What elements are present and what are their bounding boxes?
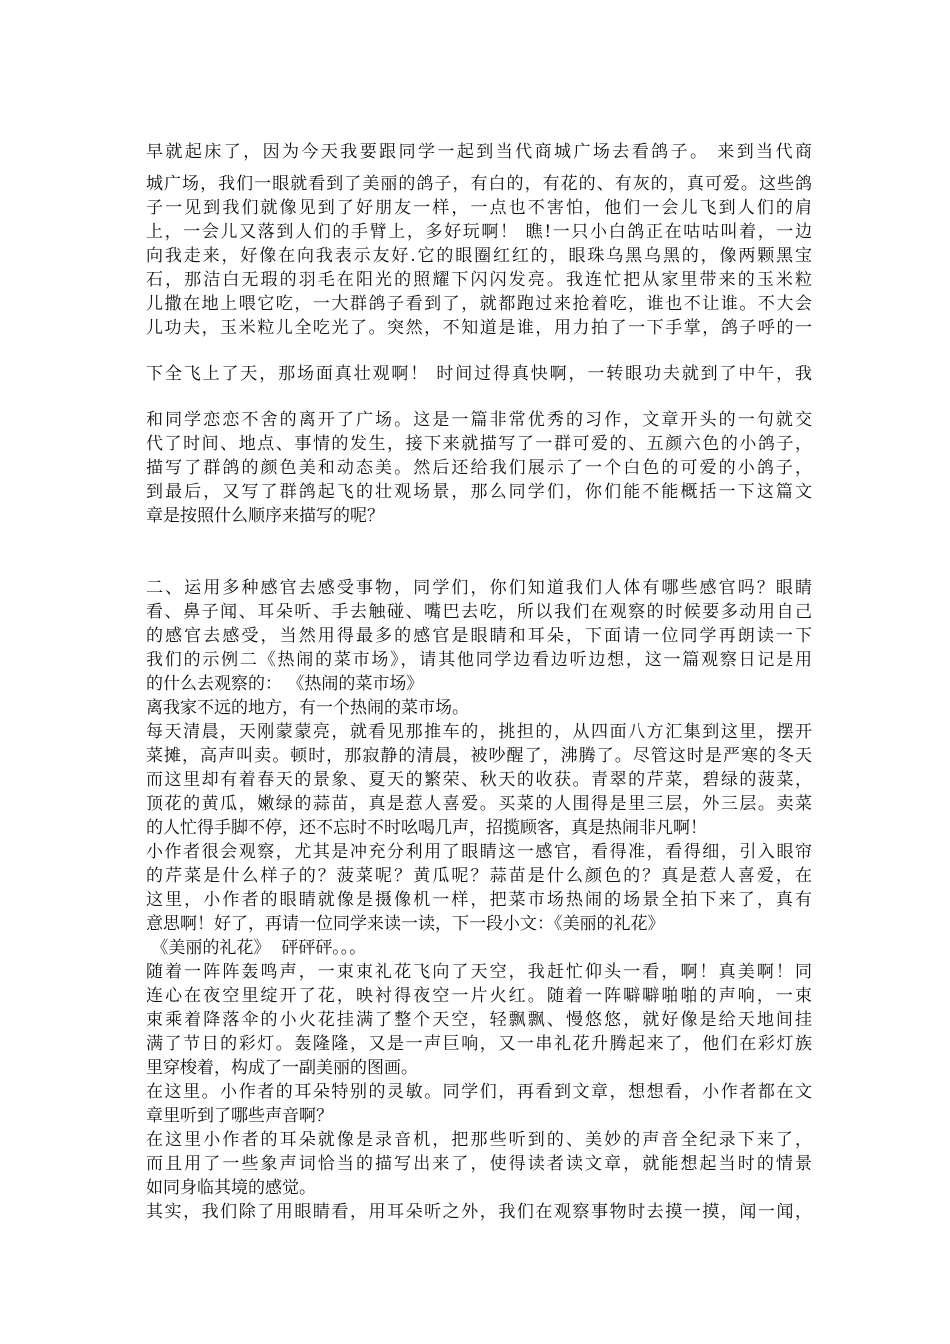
text-line: 满了节日的彩灯。轰隆隆，又是一声巨响，又一串礼花升腾起来了，他们在彩灯族 bbox=[146, 1034, 812, 1054]
text-line: 上，一会儿又落到人们的手臂上，多好玩啊！ 瞧!一只小白鸽正在咕咕叫着，一边 bbox=[146, 222, 812, 242]
text-line: 里穿梭着，构成了一副美丽的图画。 bbox=[146, 1058, 418, 1078]
text-line: 我们的示例二《热闹的菜市场》，请其他同学边看边听边想，这一篇观察日记是用 bbox=[146, 650, 812, 670]
text-line: 意思啊！好了，再请一位同学来读一读，下一段小文：《美丽的礼花》 bbox=[146, 914, 665, 934]
text-line: 到最后，又写了群鸽起飞的壮观场景，那么同学们，你们能不能概括一下这篇文 bbox=[146, 482, 812, 502]
text-line: 在这里小作者的耳朵就像是录音机，把那些听到的、美妙的声音全纪录下来了， bbox=[146, 1130, 812, 1150]
text-line: 如同身临其境的感觉。 bbox=[146, 1178, 316, 1198]
text-line: 描写了群鸽的颜色美和动态美。然后还给我们展示了一个白色的可爱的小鸽子， bbox=[146, 458, 812, 478]
text-line: 在这里。小作者的耳朵特别的灵敏。同学们，再看到文章，想想看，小作者都在文 bbox=[146, 1082, 812, 1102]
text-line: 《美丽的礼花》 砰砰砰。。。 bbox=[146, 938, 367, 958]
text-line: 而且用了一些象声词恰当的描写出来了，使得读者读文章，就能想起当时的情景 bbox=[146, 1154, 812, 1174]
text-line: 代了时间、地点、事情的发生，接下来就描写了一群可爱的、五颜六色的小鸽子， bbox=[146, 434, 812, 454]
text-line: 小作者很会观察，尤其是冲充分利用了眼睛这一感官，看得准，看得细，引入眼帘 bbox=[146, 842, 812, 862]
text-line: 其实，我们除了用眼睛看，用耳朵听之外，我们在观察事物时去摸一摸，闻一闻， bbox=[146, 1202, 812, 1222]
text-line: 的感官去感受，当然用得最多的感官是眼睛和耳朵，下面请一位同学再朗读一下 bbox=[146, 626, 812, 646]
text-line: 章是按照什么顺序来描写的呢？ bbox=[146, 506, 384, 526]
text-line: 和同学恋恋不舍的离开了广场。这是一篇非常优秀的习作，文章开头的一句就交 bbox=[146, 410, 812, 430]
text-line: 离我家不远的地方，有一个热闹的菜市场。 bbox=[146, 698, 469, 718]
text-line: 束乘着降落伞的小火花挂满了整个天空，轻飘飘、慢悠悠，就好像是给天地间挂 bbox=[146, 1010, 812, 1030]
text-line: 看、鼻子闻、耳朵听、手去触碰、嘴巴去吃，所以我们在观察的时候要多动用自己 bbox=[146, 602, 812, 622]
text-line: 石，那洁白无瑕的羽毛在阳光的照耀下闪闪发亮。我连忙把从家里带来的玉米粒 bbox=[146, 270, 812, 290]
text-line: 连心在夜空里绽开了花，映衬得夜空一片火红。随着一阵噼噼啪啪的声响，一束 bbox=[146, 986, 812, 1006]
text-line: 菜摊，高声叫卖。顿时，那寂静的清晨，被吵醒了，沸腾了。尽管这时是严寒的冬天 bbox=[146, 746, 812, 766]
text-line: 的什么去观察的： 《热闹的菜市场》 bbox=[146, 674, 424, 694]
text-line: 章里听到了哪些声音啊？ bbox=[146, 1106, 333, 1126]
text-line: 儿功夫，玉米粒儿全吃光了。突然，不知道是谁，用力拍了一下手掌，鸽子呼的一 bbox=[146, 318, 812, 338]
text-line: 下全飞上了天，那场面真壮观啊！ 时间过得真快啊，一转眼功夫就到了中午，我 bbox=[146, 364, 812, 384]
text-line: 随着一阵阵轰鸣声，一束束礼花飞向了天空，我赶忙仰头一看，啊！真美啊！同 bbox=[146, 962, 812, 982]
text-line: 的芹菜是什么样子的？菠菜呢？黄瓜呢？蒜苗是什么颜色的？真是惹人喜爱，在 bbox=[146, 866, 812, 886]
text-line: 的人忙得手脚不停，还不忘时不时吆喝几声，招揽顾客，真是热闹非凡啊！ bbox=[146, 818, 707, 838]
text-line: 顶花的黄瓜，嫩绿的蒜苗，真是惹人喜爱。买菜的人围得是里三层，外三层。卖菜 bbox=[146, 794, 812, 814]
text-line: 而这里却有着春天的景象、夏天的繁荣、秋天的收获。青翠的芹菜，碧绿的菠菜， bbox=[146, 770, 812, 790]
text-line: 子一见到我们就像见到了好朋友一样，一点也不害怕，他们一会儿飞到人们的肩 bbox=[146, 198, 812, 218]
text-line: 这里，小作者的眼睛就像是摄像机一样，把菜市场热闹的场景全拍下来了，真有 bbox=[146, 890, 812, 910]
text-line: 二、运用多种感官去感受事物，同学们，你们知道我们人体有哪些感官吗？眼睛 bbox=[146, 578, 812, 598]
text-line: 儿撒在地上喂它吃，一大群鸽子看到了，就都跑过来抢着吃，谁也不让谁。不大会 bbox=[146, 294, 812, 314]
text-line: 早就起床了，因为今天我要跟同学一起到当代商城广场去看鸽子。 来到当代商 bbox=[146, 142, 812, 162]
text-line: 每天清晨，天刚蒙蒙亮，就看见那推车的，挑担的，从四面八方汇集到这里，摆开 bbox=[146, 722, 812, 742]
text-line: 向我走来，好像在向我表示友好.它的眼圈红红的，眼珠乌黑乌黑的，像两颗黑宝 bbox=[146, 246, 812, 266]
text-line: 城广场，我们一眼就看到了美丽的鸽子，有白的，有花的、有灰的，真可爱。这些鸽 bbox=[146, 174, 812, 194]
